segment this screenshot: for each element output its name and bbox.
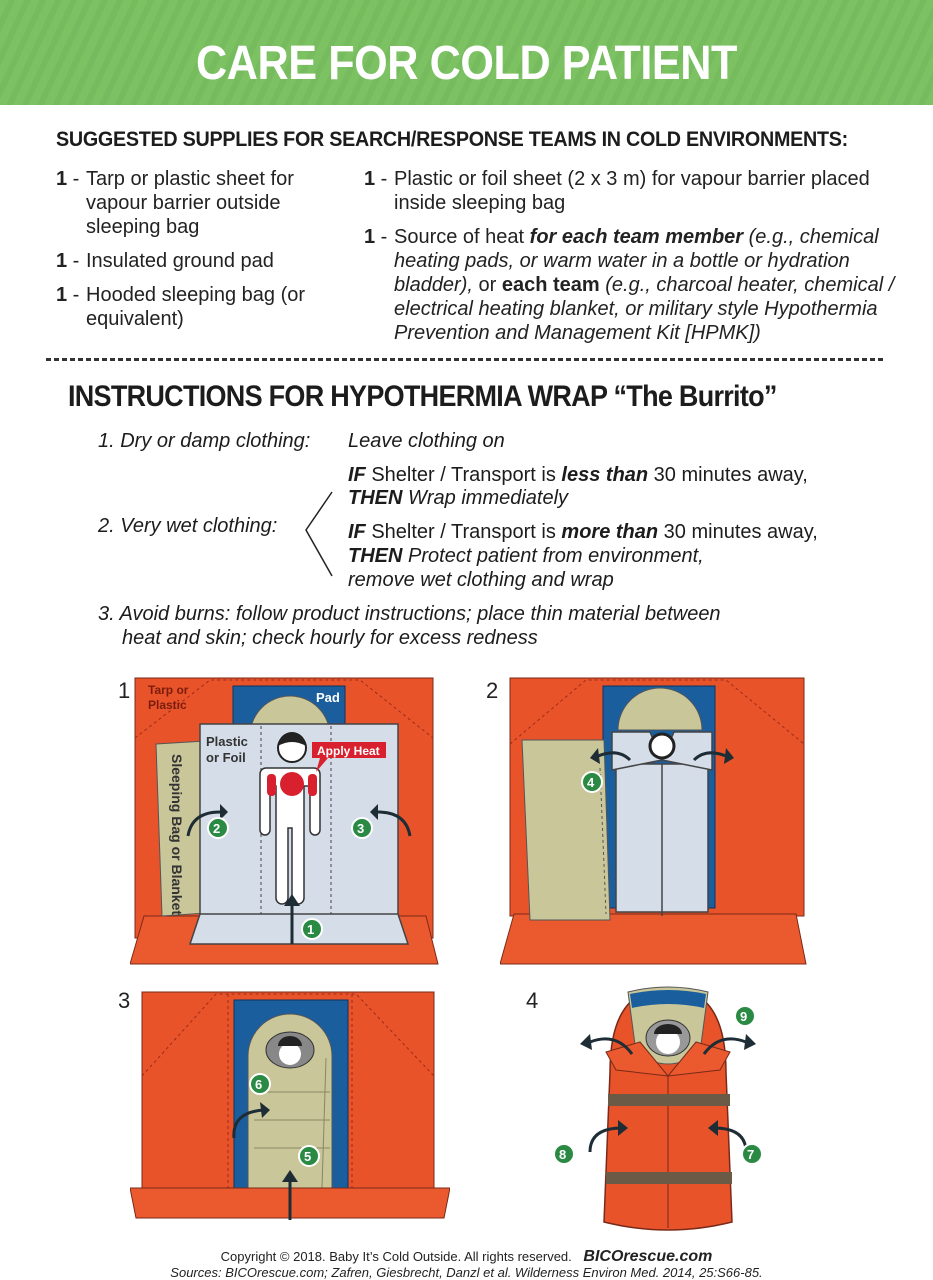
panel-4-illustration: [550, 982, 780, 1232]
supplies-list-left: [56, 167, 356, 341]
instructions-heading: INSTRUCTIONS FOR HYPOTHERMIA WRAP “The Burrito”: [68, 380, 777, 413]
supply-text: Plastic or foil sheet (2 x 3 m) for vapour barrier placed inside sleeping bag: [394, 168, 870, 214]
supply-text: Tarp or plastic sheet for vapour barrier outside sleeping bag: [86, 168, 294, 238]
supply-qty: 1: [56, 168, 68, 190]
supply-item: 1 - Plastic or foil sheet (2 x 3 m) for vapour barrier placed inside sleeping bag: [364, 167, 904, 215]
svg-text:1: 1: [307, 922, 315, 937]
supply-qty: 1: [364, 168, 376, 190]
step3-line1: 3. Avoid burns: follow product instructions; place thin material between: [98, 603, 721, 625]
svg-text:5: 5: [304, 1149, 312, 1164]
panel-2-number: 2: [486, 678, 499, 703]
step1-action: Leave clothing on: [348, 430, 505, 452]
svg-text:4: 4: [587, 775, 595, 790]
apply-heat-label: Apply Heat: [317, 744, 380, 758]
panel-3-illustration: [130, 988, 450, 1228]
step2-action-more-2: remove wet clothing and wrap: [348, 569, 614, 591]
copyright-text: Copyright © 2018. Baby It’s Cold Outside. All rights reserved.: [220, 1249, 572, 1264]
supply-text: Hooded sleeping bag (or equivalent): [86, 284, 306, 330]
supplies-list-right: [364, 167, 904, 355]
svg-text:Pad: Pad: [316, 690, 340, 705]
panel-3-number: 3: [118, 988, 131, 1013]
svg-text:Plastic: Plastic: [148, 698, 187, 712]
supply-item: 1 - Hooded sleeping bag (or equivalent): [56, 283, 356, 331]
svg-text:2: 2: [213, 821, 221, 836]
step3-line2: heat and skin; check hourly for excess redness: [122, 627, 538, 649]
supply-item: 1 - Source of heat for each team member (e.g., chemical heating pads, or warm water in a bottle or hydration bladder), or each team (e.g., charcoal heater, chemical / electrical heating blanket, or military style Hypothermia Prevention and Management Kit [HPMK]): [364, 225, 904, 345]
brace-icon: [302, 490, 336, 584]
svg-text:6: 6: [255, 1077, 263, 1092]
site-link[interactable]: BICOrescue.com: [583, 1248, 713, 1265]
dotted-divider: [46, 358, 886, 361]
supply-text: Insulated ground pad: [86, 250, 274, 272]
supplies-heading: SUGGESTED SUPPLIES FOR SEARCH/RESPONSE TEAMS IN COLD ENVIRONMENTS:: [56, 128, 848, 151]
sleeping-bag-label: Sleeping Bag or Blanket: [169, 754, 185, 916]
step2-label: 2. Very wet clothing:: [98, 515, 278, 537]
panel-4-number: 4: [526, 988, 539, 1013]
page-title: CARE FOR COLD PATIENT: [196, 37, 737, 90]
supply-qty: 1: [364, 226, 376, 248]
svg-text:Tarp or: Tarp or: [148, 683, 189, 697]
sources-line: Sources: BICOrescue.com; Zafren, Giesbrecht, Danzl et al. Wilderness Environ Med. 2014, 25:S66-85.: [170, 1265, 763, 1280]
step2-condition-more: IF Shelter / Transport is more than 30 minutes away,: [348, 521, 818, 543]
supply-qty: 1: [56, 250, 68, 272]
supply-item: 1 - Tarp or plastic sheet for vapour barrier outside sleeping bag: [56, 167, 356, 239]
svg-text:7: 7: [747, 1147, 755, 1162]
svg-text:Plastic: Plastic: [206, 734, 248, 749]
panel-1-illustration: [130, 676, 440, 966]
supply-text: Source of heat for each team member (e.g., chemical heating pads, or warm water in a bottle or hydration bladder), or each team (e.g., charcoal heater, chemical / electrical heating blanket, or military style Hypothermia Prevention and Management Kit [HPMK]): [394, 226, 895, 344]
supply-qty: 1: [56, 284, 68, 306]
panel-2-illustration: [500, 676, 810, 966]
svg-text:or Foil: or Foil: [206, 750, 246, 765]
svg-text:8: 8: [559, 1147, 567, 1162]
step2-action-less: THEN Wrap immediately: [348, 487, 569, 509]
title-banner: [0, 0, 933, 105]
svg-text:3: 3: [357, 821, 365, 836]
panel-1-number: 1: [118, 678, 131, 703]
copyright-line: [0, 1248, 933, 1266]
supply-item: 1 - Insulated ground pad: [56, 249, 356, 273]
step2-action-more: THEN Protect patient from environment,: [348, 545, 704, 567]
svg-text:9: 9: [740, 1009, 748, 1024]
step1-label: 1. Dry or damp clothing:: [98, 430, 311, 452]
step2-condition-less: IF Shelter / Transport is less than 30 minutes away,: [348, 464, 808, 486]
